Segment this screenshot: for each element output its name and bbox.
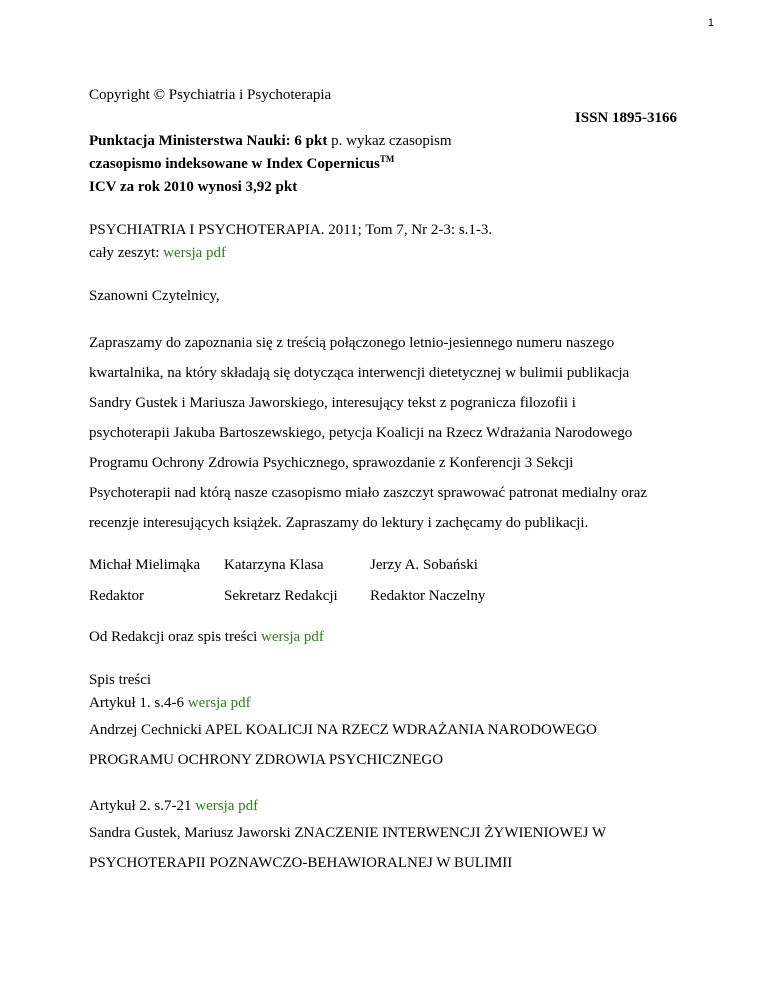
document-body — [89, 84, 677, 878]
article-ref: Artykuł 2. s.7-21 — [89, 798, 196, 814]
issn: ISSN 1895-3166 — [574, 110, 677, 126]
editor-name: Katarzyna Klasa — [224, 557, 324, 573]
article-title-line: Andrzej Cechnicki APEL KOALICJI NA RZECZ WDRAŻANIA NARODOWEGO — [89, 722, 597, 738]
article-title-line: PSYCHOTERAPII POZNAWCZO-BEHAWIORALNEJ W BULIMII — [89, 855, 513, 871]
editors-signature — [89, 550, 485, 612]
intro-line: recenzje interesujących książek. Zapraszamy do lektury i zachęcamy do publikacji. — [89, 515, 589, 531]
full-issue-pdf-link[interactable]: wersja pdf — [163, 245, 227, 261]
icv-line: ICV za rok 2010 wynosi 3,92 pkt — [89, 179, 298, 195]
intro-line: Zapraszamy do zapoznania się z treścią połączonego letnio-jesiennego numeru naszego — [89, 335, 615, 351]
toc-article-1 — [89, 692, 677, 775]
editor-name: Jerzy A. Sobański — [370, 557, 478, 573]
editorial-line — [89, 626, 677, 649]
punktacja-normal: p. wykaz czasopism — [327, 133, 452, 149]
intro-paragraph — [89, 328, 677, 538]
intro-line: Programu Ochrony Zdrowia Psychicznego, sprawozdanie z Konferencji 3 Sekcji — [89, 455, 574, 471]
indexing-text: czasopismo indeksowane w Index Copernicus — [89, 156, 380, 172]
page-number: 1 — [707, 17, 714, 29]
editor-name: Michał Mielimąka — [89, 557, 201, 573]
editor-role: Sekretarz Redakcji — [224, 588, 338, 604]
editorial-pdf-link[interactable]: wersja pdf — [261, 629, 324, 645]
article-title-line: Sandra Gustek, Mariusz Jaworski ZNACZENIE INTERWENCJI ŻYWIENIOWEJ W — [89, 825, 607, 841]
citation-line: PSYCHIATRIA I PSYCHOTERAPIA. 2011; Tom 7, Nr 2-3: s.1-3. — [89, 222, 493, 238]
intro-line: kwartalnika, na który składają się dotycząca interwencji dietetycznej w bulimii publikacja — [89, 365, 630, 381]
punktacja-line — [89, 130, 677, 153]
indexing-line — [89, 153, 677, 176]
article-ref-line — [89, 795, 677, 818]
article-ref-line — [89, 692, 677, 715]
editor-role: Redaktor — [89, 588, 144, 604]
editorial-label: Od Redakcji oraz spis treści — [89, 629, 262, 645]
salutation: Szanowni Czytelnicy, — [89, 288, 220, 304]
trademark: TM — [379, 154, 395, 164]
article-pdf-link[interactable]: wersja pdf — [195, 798, 259, 814]
intro-line: Psychoterapii nad którą nasze czasopismo miało zaszczyt sprawować patronat medialny oraz — [89, 485, 648, 501]
intro-line: psychoterapii Jakuba Bartoszewskiego, petycja Koalicji na Rzecz Wdrażania Narodowego — [89, 425, 633, 441]
article-pdf-link[interactable]: wersja pdf — [187, 695, 251, 711]
article-ref: Artykuł 1. s.4-6 — [89, 695, 188, 711]
intro-line: Sandry Gustek i Mariusza Jaworskiego, interesujący tekst z pogranicza filozofii i — [89, 395, 576, 411]
punktacja-bold: Punktacja Ministerstwa Nauki: 6 pkt — [89, 133, 328, 149]
toc-article-2 — [89, 795, 677, 878]
editor-role: Redaktor Naczelny — [370, 588, 486, 604]
copyright-line: Copyright © Psychiatria i Psychoterapia — [89, 87, 332, 103]
full-issue-label: cały zeszyt: — [89, 245, 164, 261]
full-issue-line — [89, 242, 677, 265]
toc-heading: Spis treści — [89, 672, 152, 688]
article-title-line: PROGRAMU OCHRONY ZDROWIA PSYCHICZNEGO — [89, 752, 444, 768]
